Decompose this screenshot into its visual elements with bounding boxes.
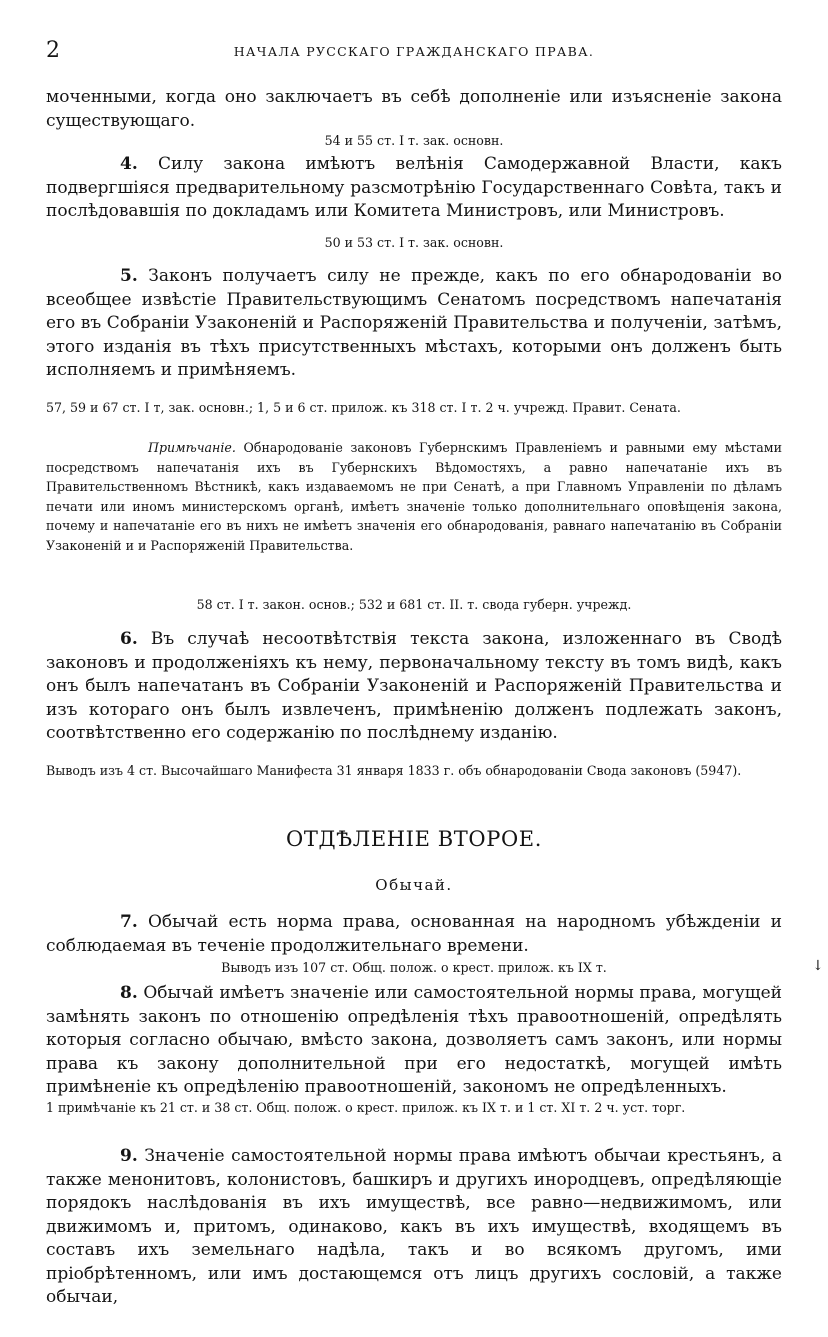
section-title: ОТДѢЛЕНІЕ ВТОРОЕ. bbox=[286, 827, 542, 851]
article-text: Законъ получаетъ силу не прежде, какъ по его обнародованіи во всеобщее извѣстіе Правительствующимъ Сенатомъ посредствомъ напечатанія его въ Собраніи Узаконеній и Распоряженій Правительства и полученіи, затѣмъ, этого изданія въ тѣхъ присутственныхъ мѣстахъ, которыми онъ долженъ быть исполняемъ и примѣняемъ. bbox=[46, 266, 782, 380]
article-text: Значеніе самостоятельной нормы права имѣютъ обычаи крестьянъ, а также менонитовъ, колонистовъ, башкиръ и другихъ инородцевъ, опредѣляющіе порядокъ наслѣдованія въ ихъ имуществѣ, все равно—недвижимомъ, или движимомъ и, притомъ, одинаково, какъ въ ихъ имуществѣ, входящемъ въ составъ ихъ земельнаго надѣла, такъ и во всякомъ другомъ, ими пріобрѣтенномъ, или имъ достающемся отъ лицъ другихъ сословій, а также обычаи, bbox=[46, 1146, 783, 1307]
article-6 bbox=[46, 628, 782, 746]
article-8-reference: 1 примѣчаніе къ 21 ст. и 38 ст. Общ. полож. о крест. прилож. къ IX т. и 1 ст. XI т. 2 ч. уст. торг. bbox=[46, 1100, 686, 1115]
article-5-note bbox=[46, 438, 782, 555]
margin-mark-icon: ↓ bbox=[812, 958, 824, 974]
article-5-reference: 57, 59 и 67 ст. I т, зак. основн.; 1, 5 и 6 ст. прилож. къ 318 ст. I т. 2 ч. учрежд. Правит. Сената. bbox=[46, 400, 681, 415]
article-number: 6. bbox=[120, 629, 138, 649]
page-header bbox=[46, 38, 782, 64]
article-text: Обычай есть норма права, основанная на народномъ убѣжденіи и соблюдаемая въ теченіе продолжительнаго времени. bbox=[46, 912, 783, 956]
reference-continued: 54 и 55 ст. I т. зак. основн. bbox=[324, 133, 504, 148]
continued-paragraph: моченными, когда оно заключаетъ въ себѣ дополненіе или изъясненіе закона существующаго. bbox=[46, 87, 782, 131]
article-9 bbox=[46, 1145, 782, 1310]
note-text: Обнародованіе законовъ Губернскимъ Правленіемъ и равными ему мѣстами посредствомъ напечатанія ихъ въ Губернскихъ Вѣдомостяхъ, а равно напечатаніе ихъ въ Правительственномъ Вѣстникѣ, какъ издаваемомъ не при Сенатѣ, а при Главномъ Управленіи по дѣламъ печати или иномъ министерскомъ органѣ, имѣетъ значеніе только дополнительнаго оповѣщенія закона, почему и напечатаніе его въ нихъ не имѣетъ значенія его обнародованія, равнаго напечатанію въ Собраніи Узаконеній и и Распоряженій Правительства. bbox=[46, 440, 782, 553]
article-7 bbox=[46, 911, 782, 958]
article-8 bbox=[46, 982, 782, 1100]
note-label: Примѣчаніе. bbox=[148, 440, 236, 455]
article-6-reference: Выводъ изъ 4 ст. Высочайшаго Манифеста 31 января 1833 г. объ обнародованіи Свода законовъ (5947). bbox=[46, 763, 742, 778]
article-5-note-reference: 58 ст. I т. закон. основ.; 532 и 681 ст. II. т. свода губерн. учрежд. bbox=[196, 597, 632, 612]
article-number: 4. bbox=[120, 154, 138, 174]
article-4 bbox=[46, 153, 782, 224]
article-text: Въ случаѣ несоотвѣтствія текста закона, изложеннаго въ Сводѣ законовъ и продолженіяхъ къ нему, первоначальному тексту въ томъ видѣ, какъ онъ былъ напечатанъ въ Собраніи Узаконеній и Распоряженій Правительства и изъ котораго онъ былъ извлеченъ, примѣненію долженъ подлежать законъ, соотвѣтственно его содержанію по послѣднему изданію. bbox=[46, 629, 782, 743]
article-number: 7. bbox=[120, 912, 138, 932]
article-number: 5. bbox=[120, 266, 138, 286]
article-7-reference: Выводъ изъ 107 ст. Общ. полож. о крест. прилож. къ IX т. bbox=[221, 960, 607, 975]
article-number: 8. bbox=[120, 983, 138, 1003]
running-title: НАЧАЛА РУССКАГО ГРАЖДАНСКАГО ПРАВА. bbox=[233, 44, 595, 59]
article-text: Обычай имѣетъ значеніе или самостоятельной нормы права, могущей замѣнять законъ по отношенію опредѣленія тѣхъ правоотношеній, опредѣлять которыя согласно обычаю, вмѣсто закона, дозволяетъ самъ законъ, или нормы права къ закону дополнительной при его недостаткѣ, могущей имѣть примѣненіе къ опредѣленію правоотношеній, закономъ не опредѣленныхъ. bbox=[46, 983, 782, 1097]
article-text: Силу закона имѣютъ велѣнія Самодержавной Власти, какъ подвергшіяся предварительному разсмотрѣнію Государственнаго Совѣта, такъ и послѣдовавшія по докладамъ или Комитета Министровъ, или Министровъ. bbox=[46, 154, 782, 221]
section-subtitle: Обычай. bbox=[375, 876, 453, 894]
article-4-reference: 50 и 53 ст. I т. зак. основн. bbox=[324, 235, 504, 250]
article-number: 9. bbox=[120, 1146, 138, 1166]
article-5 bbox=[46, 265, 782, 383]
page-number: 2 bbox=[46, 38, 60, 63]
